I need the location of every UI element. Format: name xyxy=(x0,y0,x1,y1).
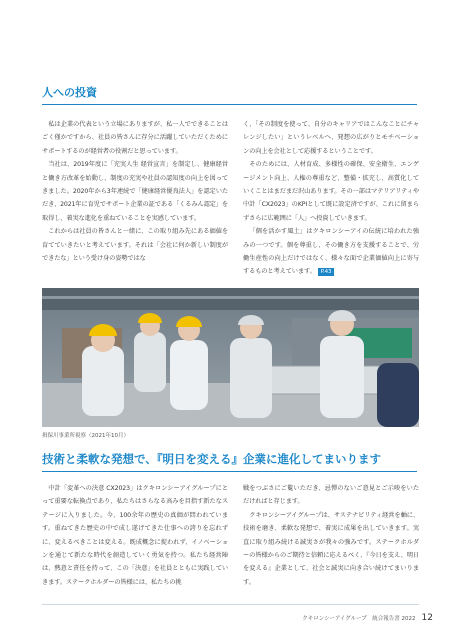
person-6 xyxy=(377,363,419,427)
paragraph xyxy=(243,225,419,278)
section-header-evolution xyxy=(42,451,417,472)
paragraph: そのためには、人材育成、多様性の確保、安全衛生、エンゲージメント向上、人権の尊重など、整備・拡充し、高質化していくことはまだまだ沢山あります。その一部はマテリアリティや中計「CX2023」のKPIとして既に設定済ですが、これに留まらずさらに広範囲に「人」へ投資していきます。 xyxy=(243,161,419,222)
page-footer xyxy=(302,613,433,623)
section-title: 技術と柔軟な発想で、『明日を変える』企業に進化してまいります xyxy=(42,452,382,466)
publication-title: クキロンシーアイグループ 統合報告書 2022 xyxy=(302,616,416,622)
body-column-left xyxy=(42,118,228,278)
body-column-left xyxy=(42,482,228,592)
section-rule xyxy=(42,104,417,105)
body-column-right xyxy=(243,482,419,592)
paragraph: 私は企業の代表という立場にありますが、私一人でできることはごく僅かですから、社員の皆さんに存分に活躍していただくためにサポートするのが経営者の役割だと思っています。 xyxy=(42,121,228,155)
page-reference-link[interactable]: P.43 xyxy=(318,268,335,276)
site-visit-photo xyxy=(42,288,419,427)
paragraph: 戦をつぶさにご覧いただき、忌憚のないご意見とご示唆をいただければと存じます。 xyxy=(243,485,419,506)
paragraph: クキロンシーアイグループは、サステナビリティ経営を軸に、技術を磨き、柔軟な発想で、着実に成果を出していきます。実直に取り組み続ける誠実さが我々の強みです。ステークホルダーの皆様からのご期待と信頼に応えるべく、『今日を支え、明日を変える』企業として、社会と誠実に向き合い続けてまいります。 xyxy=(243,511,419,586)
paragraph: 中計「変革への決意 CX2023」はクキロンシーアイグループにとって重要な転換点であり、私たちはさらなる高みを目指す新たなステージに入りました。今、100余年の歴史の真価が問われています。重ねてきた歴史の中で成し遂げてきた仕事への誇りを忘れずに、変えるべきことは変える。既成概念に捉われず、イノベーションを通じて新たな時代を創造していく勇気を持つ。私たち経営陣は、熱意と責任を持って、この「決意」を社員とともに実践していきます。ステークホルダーの皆様には、私たちの挑 xyxy=(42,485,228,586)
page-number: 12 xyxy=(421,613,433,623)
factory-visit-illustration xyxy=(42,288,419,427)
section-header-investment-in-people xyxy=(42,84,417,105)
paragraph: 当社は、2019年度に「充実人生 経営宣言」を制定し、健康経営と働き方改革を始動し、制度の充実や社員の認知度の向上を図ってきました。2020年から3年連続で「健康経営優良法人」を認定いただき、2021年に育児でサポート企業の証である「くるみん認定」を取得し、着実な進化を重ねていることを実感しています。 xyxy=(42,161,228,222)
footer-rule xyxy=(42,604,419,605)
paragraph: これからは社員の皆さんと一緒に、この取り組み先にある価値を育てていきたいと考えています。それは「会社に何か新しい制度ができたな」という受け身の姿勢ではな xyxy=(42,228,228,263)
photo-caption: 揖保川事業所視察（2021年10月） xyxy=(42,433,129,439)
paragraph: く、「その制度を使って、自分のキャリアではこんなことにチャレンジしたい」というレベルへ、発想の広がりとモチベーションの向上を会社として応援するということです。 xyxy=(243,121,419,155)
section-title: 人への投資 xyxy=(42,86,97,99)
section-rule xyxy=(42,471,417,472)
body-column-right xyxy=(243,118,419,278)
paragraph-text: 「個を活かす風土」はクキロンシーアイの伝統に培われた強みの一つです。個を尊重し、その働き方を支援することで、労働生産性の向上だけではなく、様々な面で企業価値向上に寄与するものと考えています。 xyxy=(243,228,419,276)
